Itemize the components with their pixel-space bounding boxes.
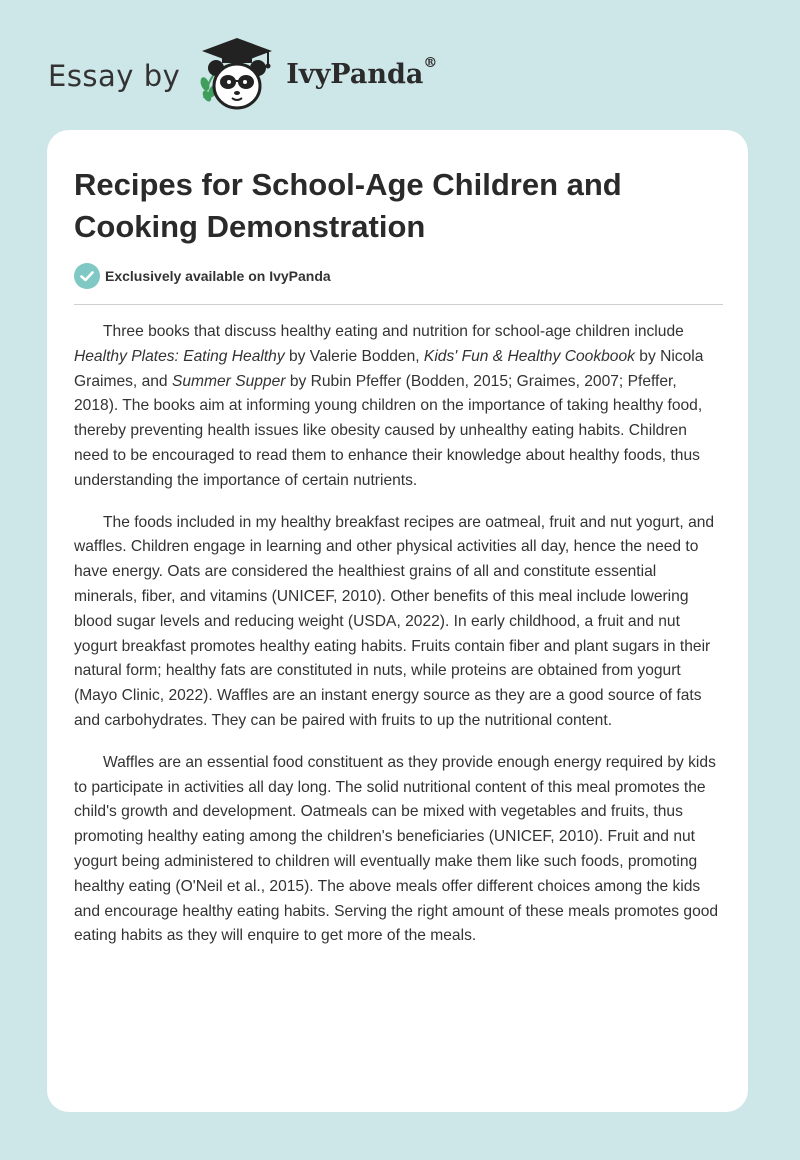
book-title-summer-supper: Summer Supper bbox=[171, 372, 286, 390]
book-title-healthy-plates: Healthy Plates: Eating Healthy bbox=[74, 347, 285, 365]
brand-name-text: IvyPanda bbox=[286, 58, 424, 90]
paragraph-1-part-2: by Valerie Bodden, bbox=[284, 347, 424, 365]
brand-name bbox=[286, 54, 438, 90]
registered-mark: ® bbox=[423, 54, 438, 71]
divider bbox=[74, 304, 723, 305]
paragraph-1-part-3: by Nicola Graimes, and bbox=[74, 347, 704, 390]
essay-title: Recipes for School-Age Children and Cooking Demonstration bbox=[74, 167, 622, 244]
book-title-kids-cookbook: Kids' Fun & Healthy Cookbook bbox=[423, 347, 635, 365]
panda-graduation-cap-logo-icon[interactable] bbox=[192, 36, 282, 116]
paragraph-2: The foods included in my healthy breakfast recipes are oatmeal, fruit and nut yogurt, and waffles. Children engage in learning and other physical activities all day, hence the need to have energy. Oats are considered the healthiest grains of all and constitute essential minerals, fiber, and vitamins (UNICEF, 2010). Other benefits of this meal include lowering blood sugar levels and reducing weight (USDA, 2022). In early childhood, a fruit and nut yogurt breakfast promotes healthy eating habits. Fruits contain fiber and plant sugars in their natural form; healthy fats are constituted in nuts, while proteins are obtained from yogurt (Mayo Clinic, 2022). Waffles are an instant energy source as they are a good source of fats and carbohydrates. They can be paired with fruits to up the nutritional content. bbox=[74, 513, 715, 729]
site-header bbox=[48, 36, 437, 116]
essay-card bbox=[47, 130, 748, 1112]
paragraph-3: Waffles are an essential food constituent as they provide enough energy required by kids to participate in activities all day long. The solid nutritional content of this meal promotes the child's growth and development. Oatmeals can be mixed with vegetables and fruits, thus promoting healthy eating among the children's beneficiaries (UNICEF, 2010). Fruit and nut yogurt being administered to children will eventually make them like such foods, promoting healthy eating (O'Neil et al., 2015). The above meals offer different choices among the kids and encourage healthy eating habits. Serving the right amount of these meals promotes good eating habits as they will enquire to get more of the meals. bbox=[74, 753, 719, 945]
exclusive-badge-text: Exclusively available on IvyPanda bbox=[105, 268, 331, 284]
paragraph-1 bbox=[74, 320, 723, 494]
paragraph-1-part-4: by Rubin Pfeffer (Bodden, 2015; Graimes, 2007; Pfeffer, 2018). The books aim at informing young children on the importance of taking healthy food, thereby preventing health issues like obesity caused by unhealthy eating habits. Children need to be encouraged to read them to enhance their knowledge about healthy foods, thus understanding the importance of certain nutrients. bbox=[74, 372, 703, 489]
check-circle-icon bbox=[74, 263, 100, 289]
essay-body bbox=[74, 320, 723, 966]
paragraph-1-part-1: Three books that discuss healthy eating and nutrition for school-age children include bbox=[103, 323, 684, 340]
essay-by-label: Essay by bbox=[48, 59, 181, 93]
exclusive-badge bbox=[74, 263, 331, 289]
